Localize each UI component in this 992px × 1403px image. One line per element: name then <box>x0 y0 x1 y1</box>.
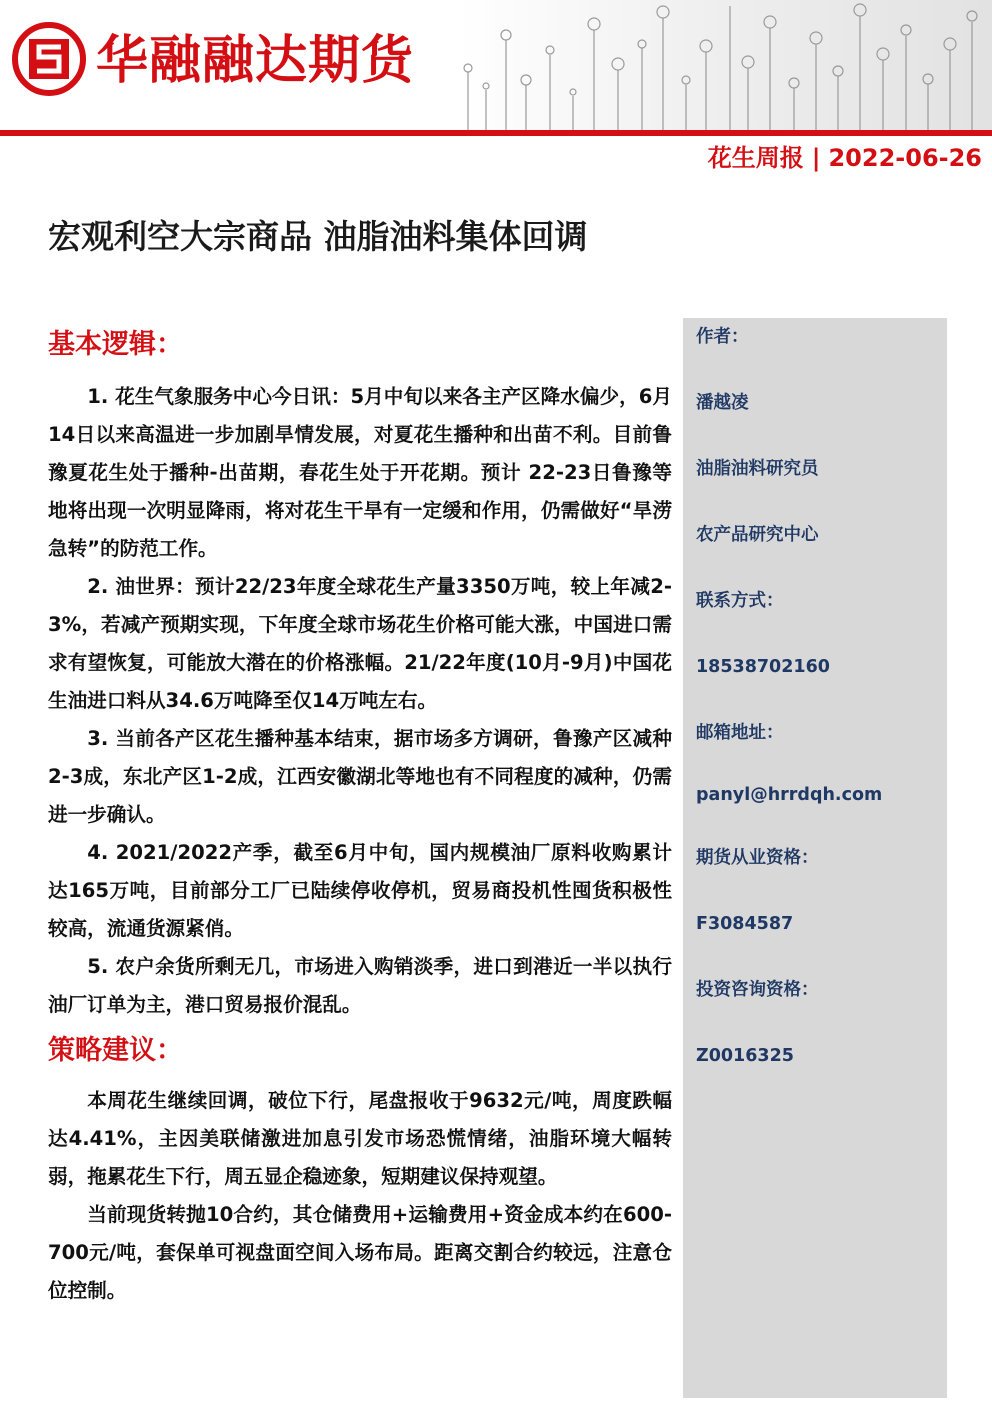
logic-paragraph-2: 2. 油世界：预计22/23年度全球花生产量3350万吨，较上年减2-3%，若减产预期实现，下年度全球市场花生价格可能大涨，中国进口需求有望恢复，可能放大潜在的价格涨幅。21/22年度(10月-9月)中国花生油进口料从34.6万吨降至仅14万吨左右。 <box>48 575 672 712</box>
futures-cert-number: F3084587 <box>696 914 794 934</box>
author-name: 潘越凌 <box>696 393 749 413</box>
invest-cert-label: 投资咨询资格： <box>696 980 819 1000</box>
email-label: 邮箱地址： <box>696 723 784 743</box>
report-header <box>0 0 992 180</box>
strategy-paragraph-1: 本周花生继续回调，破位下行，尾盘报收于9632元/吨，周度跌幅达4.41%，主因美联储激进加息引发市场恐慌情绪，油脂环境大幅转弱，拖累花生下行，周五显企稳迹象，短期建议保持观望。 <box>48 1089 672 1188</box>
header-decoration <box>458 0 992 130</box>
report-type-date <box>708 140 982 176</box>
futures-cert-label: 期货从业资格： <box>696 848 819 868</box>
logic-paragraph-3: 3. 当前各产区花生播种基本结束，据市场多方调研，鲁豫产区减种2-3成，东北产区1-2成，江西安徽湖北等地也有不同程度的减种，仍需进一步确认。 <box>48 727 672 826</box>
report-date: 2022-06-26 <box>828 144 982 172</box>
report-type: 花生周报 <box>707 144 804 172</box>
strategy-paragraph-2: 当前现货转抛10合约，其仓储费用+运输费用+资金成本约在600-700元/吨，套保单可视盘面空间入场布局。距离交割合约较远，注意仓位控制。 <box>48 1203 672 1302</box>
header-red-bar <box>0 130 992 136</box>
invest-cert-number: Z0016325 <box>696 1046 794 1066</box>
report-title: 宏观利空大宗商品 油脂油料集体回调 <box>48 217 588 256</box>
company-name: 华融融达期货 <box>96 31 415 91</box>
company-logo-icon <box>12 22 86 96</box>
logic-paragraph-4: 4. 2021/2022产季，截至6月中旬，国内规模油厂原料收购累计达165万吨，目前部分工厂已陆续停收停机，贸易商投机性囤货积极性较高，流通货源紧俏。 <box>48 841 672 940</box>
contact-phone: 18538702160 <box>696 657 830 677</box>
section-heading-strategy: 策略建议： <box>48 1035 183 1066</box>
contact-label: 联系方式： <box>696 591 784 611</box>
section-heading-basic-logic: 基本逻辑： <box>48 329 183 360</box>
author-sidebar <box>683 318 947 1398</box>
email-address[interactable]: panyl@hrrdqh.com <box>696 785 883 805</box>
main-content <box>48 322 672 1310</box>
author-department: 农产品研究中心 <box>696 525 819 545</box>
report-separator: | <box>811 144 821 172</box>
author-title: 油脂油料研究员 <box>696 459 819 479</box>
logic-paragraph-5: 5. 农户余货所剩无几，市场进入购销淡季，进口到港近一半以执行油厂订单为主，港口贸易报价混乱。 <box>48 955 672 1016</box>
author-label: 作者： <box>696 327 749 347</box>
logic-paragraph-1: 1. 花生气象服务中心今日讯：5月中旬以来各主产区降水偏少，6月14日以来高温进一步加剧旱情发展，对夏花生播种和出苗不利。目前鲁豫夏花生处于播种-出苗期，春花生处于开花期。预计 22-23日鲁豫等地将出现一次明显降雨，将对花生干旱有一定缓和作用，仍需做好“旱涝急转”的防范工作。 <box>48 385 672 560</box>
